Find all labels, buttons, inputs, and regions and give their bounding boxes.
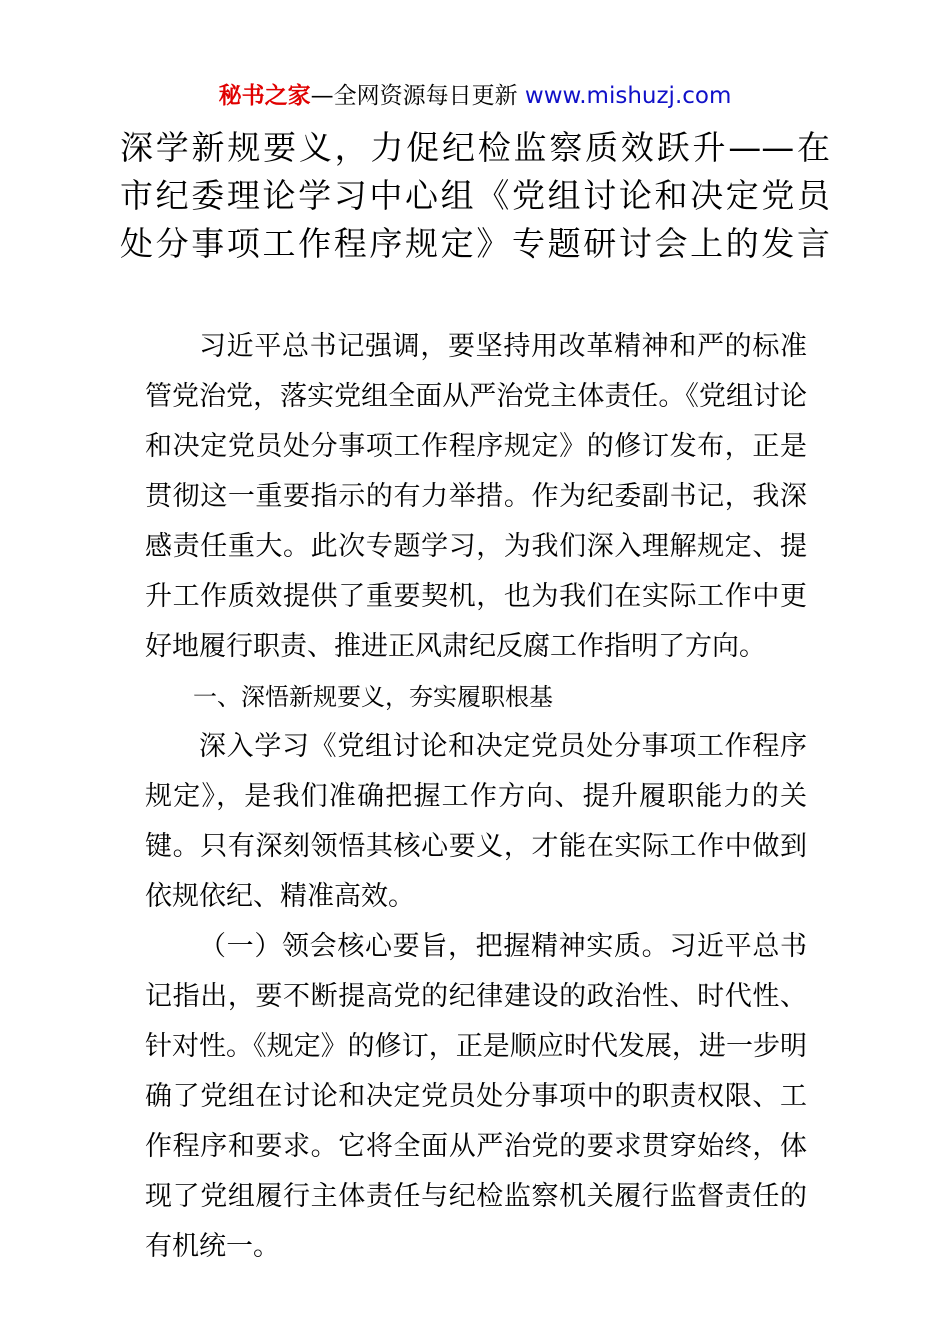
document-body: [145, 322, 807, 1272]
site-tagline: —全网资源每日更新: [310, 83, 518, 109]
section-1-paragraph: 深入学习《党组讨论和决定党员处分事项工作程序规定》，是我们准确把握工作方向、提升履职能力的关键。只有深刻领悟其核心要义，才能在实际工作中做到依规依纪、精准高效。: [145, 731, 807, 912]
brand-name: 秘书之家: [218, 83, 311, 109]
site-header: [0, 80, 950, 112]
section-heading-1: 一、深悟新规要义，夯实履职根基: [193, 683, 553, 711]
document-title: [120, 124, 830, 268]
intro-paragraph: 习近平总书记强调，要坚持用改革精神和严的标准管党治党，落实党组全面从严治党主体责任。《党组讨论和决定党员处分事项工作程序规定》的修订发布，正是贯彻这一重要指示的有力举措。作为纪委副书记，我深感责任重大。此次专题学习，为我们深入理解规定、提升工作质效提供了重要契机，也为我们在实际工作中更好地履行职责、推进正风肃纪反腐工作指明了方向。: [145, 331, 807, 662]
title-line-3: 处分事项工作程序规定》专题研讨会上的发言: [120, 224, 830, 263]
title-line-1: 深学新规要义，力促纪检监察质效跃升——在: [120, 128, 830, 167]
title-line-2: 市纪委理论学习中心组《党组讨论和决定党员: [120, 176, 830, 215]
subsection-1-paragraph: （一）领会核心要旨，把握精神实质。习近平总书记指出，要不断提高党的纪律建设的政治性、时代性、针对性。《规定》的修订，正是顺应时代发展，进一步明确了党组在讨论和决定党员处分事项中的职责权限、工作程序和要求。它将全面从严治党的要求贯穿始终，体现了党组履行主体责任与纪检监察机关履行监督责任的有机统一。: [145, 931, 807, 1262]
site-url-link[interactable]: www.mishuzj.com: [524, 83, 732, 109]
